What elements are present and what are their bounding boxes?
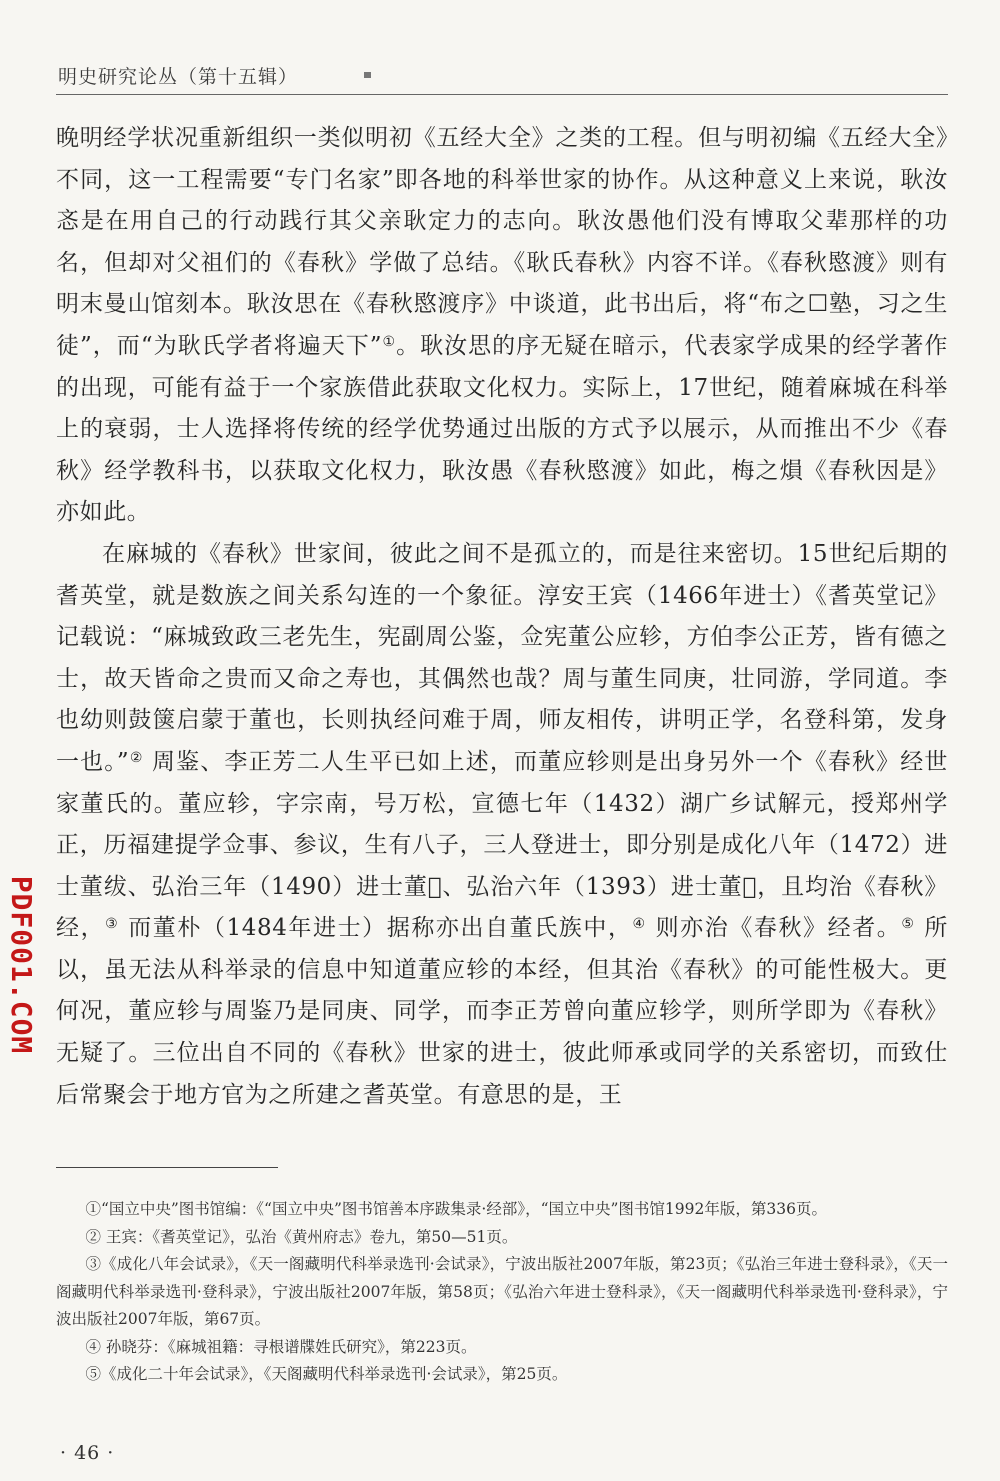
footnote-4: ④ 孙晓芬：《麻城祖籍：寻根谱牒姓氏研究》，第223页。	[85, 1337, 477, 1356]
footnote-separator	[56, 1167, 278, 1168]
paragraph-1-text-a: 晚明经学状况重新组织一类似明初《五经大全》之类的工程。但与明初编《五经大全》不同，这一工程需要“专门名家”即各地的科举世家的协作。从这种意义上来说，耿汝忞是在用自己的行动践行其父亲耿定力的志向。耿汝愚他们没有博取父辈那样的功名，但却对父祖们的《春秋》学做了总结。《耿氏春秋》内容不详。《春秋愍渡》则有明末曼山馆刻本。耿汝思在《春秋愍渡序》中谈道，此书出后，将“布之☐塾，习之生徒”，而“为耿氏学者将遍天下”	[56, 125, 948, 359]
paragraph-1	[56, 118, 948, 534]
running-header	[56, 60, 948, 94]
paragraph-2-text-c: 而董朴（1484年进士）据称亦出自董氏族中，	[119, 915, 633, 942]
footnote-ref-3: ③	[105, 916, 120, 933]
footnote-ref-1: ①	[382, 333, 397, 350]
paragraph-2	[56, 534, 948, 1116]
footnote-1: ①“国立中央”图书馆编：《“国立中央”图书馆善本序跋集录·经部》，“国立中央”图书馆1992年版，第336页。	[85, 1200, 827, 1218]
header-rule	[56, 94, 948, 95]
paragraph-2-text-a: 在麻城的《春秋》世家间，彼此之间不是孤立的，而是往来密切。15世纪后期的耆英堂，就是数族之间关系勾连的一个象征。淳安王宾（1466年进士）《耆英堂记》记载说：“麻城致政三老先生，宪副周公鉴，佥宪董公应轸，方伯李公正芳，皆有德之士，故天皆命之贵而又命之寿也，其偶然也哉？周与董生同庚，壮同游，学同道。李也幼则鼓箧启蒙于董也，长则执经问难于周，师友相传，讲明正学，名登科第，发身一也。”	[56, 540, 948, 775]
watermark	[6, 870, 38, 1060]
header-ornament	[364, 72, 371, 78]
paragraph-2-text-d: 则亦治《春秋》经者。	[646, 915, 902, 942]
footnote-ref-4: ④	[632, 916, 647, 933]
header-title: 明史研究论丛（第十五辑）	[58, 66, 299, 88]
footnote-2: ② 王宾：《耆英堂记》，弘治《黄州府志》卷九，第50—51页。	[85, 1227, 518, 1246]
footnote-ref-5: ⑤	[901, 916, 916, 933]
paragraph-1-text-b: 。耿汝思的序无疑在暗示，代表家学成果的经学著作的出现，可能有益于一个家族借此获取文化权力。实际上，17世纪，随着麻城在科举上的衰弱，士人选择将传统的经学优势通过出版的方式予以展示，从而推出不少《春秋》经学教科书，以获取文化权力，耿汝愚《春秋愍渡》如此，梅之熉《春秋因是》亦如此。	[56, 332, 948, 526]
footnotes	[56, 1196, 948, 1389]
main-text	[56, 118, 948, 1116]
page-number: · 46 ·	[60, 1442, 115, 1464]
footnote-ref-2: ②	[129, 749, 144, 766]
footnote-3: ③《成化八年会试录》，《天一阁藏明代科举录选刊·会试录》，宁波出版社2007年版，第23页；《弘治三年进士登科录》，《天一阁藏明代科举录选刊·登科录》，宁波出版社2007年版，第58页；《弘治六年进士登科录》，《天一阁藏明代科举录选刊·登科录》，宁波出版社2007年版，第67页。	[56, 1255, 948, 1328]
watermark-text: PDF001.COM	[5, 875, 38, 1055]
footnote-5: ⑤《成化二十年会试录》，《天阁藏明代科举录选刊·会试录》，第25页。	[85, 1365, 568, 1383]
paragraph-2-text-b: 周鉴、李正芳二人生平已如上述，而董应轸则是出身另外一个《春秋》经世家董氏的。董应轸，字宗南，号万松，宣德七年（1432）湖广乡试解元，授郑州学正，历福建提学佥事、参议，生有八子，三人登进士，即分别是成化八年（1472）进士董绂、弘治三年（1490）进士董𪸩、弘治六年（1393）进士董𪸩，且均治《春秋》经，	[56, 748, 948, 942]
paragraph-2-text-e: 所以，虽无法从科举录的信息中知道董应轸的本经，但其治《春秋》的可能性极大。更何况，董应轸与周鉴乃是同庚、同学，而李正芳曾向董应轸学，则所学即为《春秋》无疑了。三位出自不同的《春秋》世家的进士，彼此师承或同学的关系密切，而致仕后常聚会于地方官为之所建之耆英堂。有意思的是，王	[56, 915, 949, 1108]
